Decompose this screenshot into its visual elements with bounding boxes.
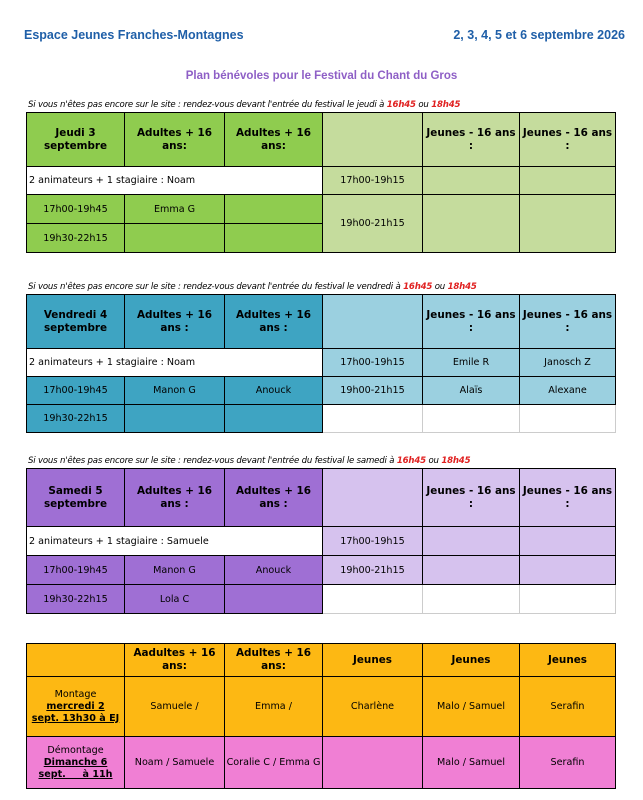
adult-name-cell bbox=[125, 405, 225, 433]
adults-column-header: Adultes + 16 ans : bbox=[225, 469, 323, 527]
teardown-volunteer-cell: Malo / Samuel bbox=[423, 737, 520, 789]
teardown-label-cell bbox=[27, 737, 125, 789]
animators-cell: 2 animateurs + 1 stagiaire : Noam bbox=[27, 349, 323, 377]
youth-name-cell: Emile R bbox=[423, 349, 520, 377]
youth-column-header: Jeunes bbox=[323, 644, 423, 677]
empty-cell bbox=[323, 469, 423, 527]
teardown-volunteer-cell bbox=[323, 737, 423, 789]
adults-column-header: Adultes + 16 ans: bbox=[125, 113, 225, 167]
empty-cell bbox=[423, 405, 520, 433]
adult-name-cell bbox=[125, 224, 225, 253]
empty-cell bbox=[323, 113, 423, 167]
adult-name-cell: Emma G bbox=[125, 195, 225, 224]
teardown-time: sept. à 11h bbox=[38, 768, 113, 780]
adults-column-header: Adultes + 16 ans : bbox=[125, 295, 225, 349]
teardown-volunteer-cell: Coralie C / Emma G bbox=[225, 737, 323, 789]
adults-column-header: Adultes + 16 ans: bbox=[225, 644, 323, 677]
meeting-note-friday: Si vous n'êtes pas encore sur le site : rendez-vous devant l'entrée du festival le vendredi à 16h45 ou 18h45 bbox=[28, 282, 477, 292]
animators-cell: 2 animateurs + 1 stagiaire : Noam bbox=[27, 167, 323, 195]
youth-slot-1: 17h00-19h15 bbox=[323, 527, 423, 556]
adult-slot-a: 17h00-19h45 bbox=[27, 556, 125, 585]
setup-volunteer-cell: Emma / bbox=[225, 677, 323, 737]
youth-slot-2: 19h00-21h15 bbox=[323, 556, 423, 585]
adult-slot-b: 19h30-22h15 bbox=[27, 585, 125, 614]
setup-volunteer-cell: Charlène bbox=[323, 677, 423, 737]
youth-column-header: Jeunes - 16 ans : bbox=[520, 469, 616, 527]
setup-volunteer-cell: Serafin bbox=[520, 677, 616, 737]
empty-cell bbox=[323, 405, 423, 433]
youth-name-cell bbox=[423, 556, 520, 585]
document-title: Plan bénévoles pour le Festival du Chant du Gros bbox=[185, 70, 458, 82]
meeting-note-saturday: Si vous n'êtes pas encore sur le site : rendez-vous devant l'entrée du festival le samedi à 16h45 ou 18h45 bbox=[28, 456, 471, 466]
adult-name-cell: Lola C bbox=[125, 585, 225, 614]
youth-column-header: Jeunes - 16 ans : bbox=[423, 113, 520, 167]
adult-name-cell: Anouck bbox=[225, 377, 323, 405]
adult-name-cell: Anouck bbox=[225, 556, 323, 585]
animators-cell: 2 animateurs + 1 stagiaire : Samuele bbox=[27, 527, 323, 556]
youth-name-cell: Janosch Z bbox=[520, 349, 616, 377]
youth-name-cell: Alaïs bbox=[423, 377, 520, 405]
youth-name-cell bbox=[520, 167, 616, 195]
meeting-note-thursday: Si vous n'êtes pas encore sur le site : rendez-vous devant l'entrée du festival le jeudi à 16h45 ou 18h45 bbox=[28, 100, 461, 110]
youth-column-header: Jeunes - 16 ans : bbox=[423, 469, 520, 527]
youth-slot-1: 17h00-19h15 bbox=[323, 167, 423, 195]
organization-name: Espace Jeunes Franches-Montagnes bbox=[24, 28, 244, 42]
youth-column-header: Jeunes bbox=[423, 644, 520, 677]
setup-date: mercredi 2 bbox=[46, 700, 105, 712]
schedule-table-saturday bbox=[26, 468, 616, 614]
adult-name-cell bbox=[225, 585, 323, 614]
setup-label-cell bbox=[27, 677, 125, 737]
day-header: Vendredi 4 septembre bbox=[27, 295, 125, 349]
teardown-volunteer-cell: Serafin bbox=[520, 737, 616, 789]
youth-column-header: Jeunes - 16 ans : bbox=[423, 295, 520, 349]
setup-teardown-table bbox=[26, 643, 616, 789]
youth-name-cell bbox=[423, 195, 520, 253]
day-header: Samedi 5 septembre bbox=[27, 469, 125, 527]
schedule-table-friday bbox=[26, 294, 616, 433]
setup-label: Montage bbox=[54, 688, 97, 700]
adult-name-cell bbox=[225, 224, 323, 253]
empty-cell bbox=[520, 585, 616, 614]
empty-cell bbox=[27, 644, 125, 677]
day-header: Jeudi 3 septembre bbox=[27, 113, 125, 167]
youth-column-header: Jeunes bbox=[520, 644, 616, 677]
setup-volunteer-cell: Malo / Samuel bbox=[423, 677, 520, 737]
adult-slot-a: 17h00-19h45 bbox=[27, 377, 125, 405]
teardown-label: Démontage bbox=[47, 744, 104, 756]
teardown-date: Dimanche 6 bbox=[43, 756, 108, 768]
adults-column-header: Adultes + 16 ans : bbox=[125, 469, 225, 527]
youth-name-cell bbox=[520, 195, 616, 253]
youth-name-cell bbox=[423, 167, 520, 195]
adult-slot-b: 19h30-22h15 bbox=[27, 224, 125, 253]
adult-name-cell: Manon G bbox=[125, 556, 225, 585]
youth-column-header: Jeunes - 16 ans : bbox=[520, 295, 616, 349]
youth-slot-1: 17h00-19h15 bbox=[323, 349, 423, 377]
teardown-volunteer-cell: Noam / Samuele bbox=[125, 737, 225, 789]
adults-column-header: Adultes + 16 ans: bbox=[225, 113, 323, 167]
setup-volunteer-cell: Samuele / bbox=[125, 677, 225, 737]
empty-cell bbox=[520, 405, 616, 433]
adult-name-cell: Manon G bbox=[125, 377, 225, 405]
adults-column-header: Aadultes + 16 ans: bbox=[125, 644, 225, 677]
adult-name-cell bbox=[225, 405, 323, 433]
empty-cell bbox=[323, 295, 423, 349]
youth-name-cell bbox=[520, 556, 616, 585]
festival-dates: 2, 3, 4, 5 et 6 septembre 2026 bbox=[453, 28, 625, 42]
youth-column-header: Jeunes - 16 ans : bbox=[520, 113, 616, 167]
youth-name-cell bbox=[423, 527, 520, 556]
empty-cell bbox=[323, 585, 423, 614]
youth-slot-2: 19h00-21h15 bbox=[323, 195, 423, 253]
youth-name-cell bbox=[520, 527, 616, 556]
youth-slot-2: 19h00-21h15 bbox=[323, 377, 423, 405]
youth-name-cell: Alexane bbox=[520, 377, 616, 405]
adults-column-header: Adultes + 16 ans : bbox=[225, 295, 323, 349]
schedule-table-thursday bbox=[26, 112, 616, 253]
empty-cell bbox=[423, 585, 520, 614]
adult-name-cell bbox=[225, 195, 323, 224]
adult-slot-b: 19h30-22h15 bbox=[27, 405, 125, 433]
adult-slot-a: 17h00-19h45 bbox=[27, 195, 125, 224]
setup-time: sept. 13h30 à EJ bbox=[31, 712, 120, 724]
